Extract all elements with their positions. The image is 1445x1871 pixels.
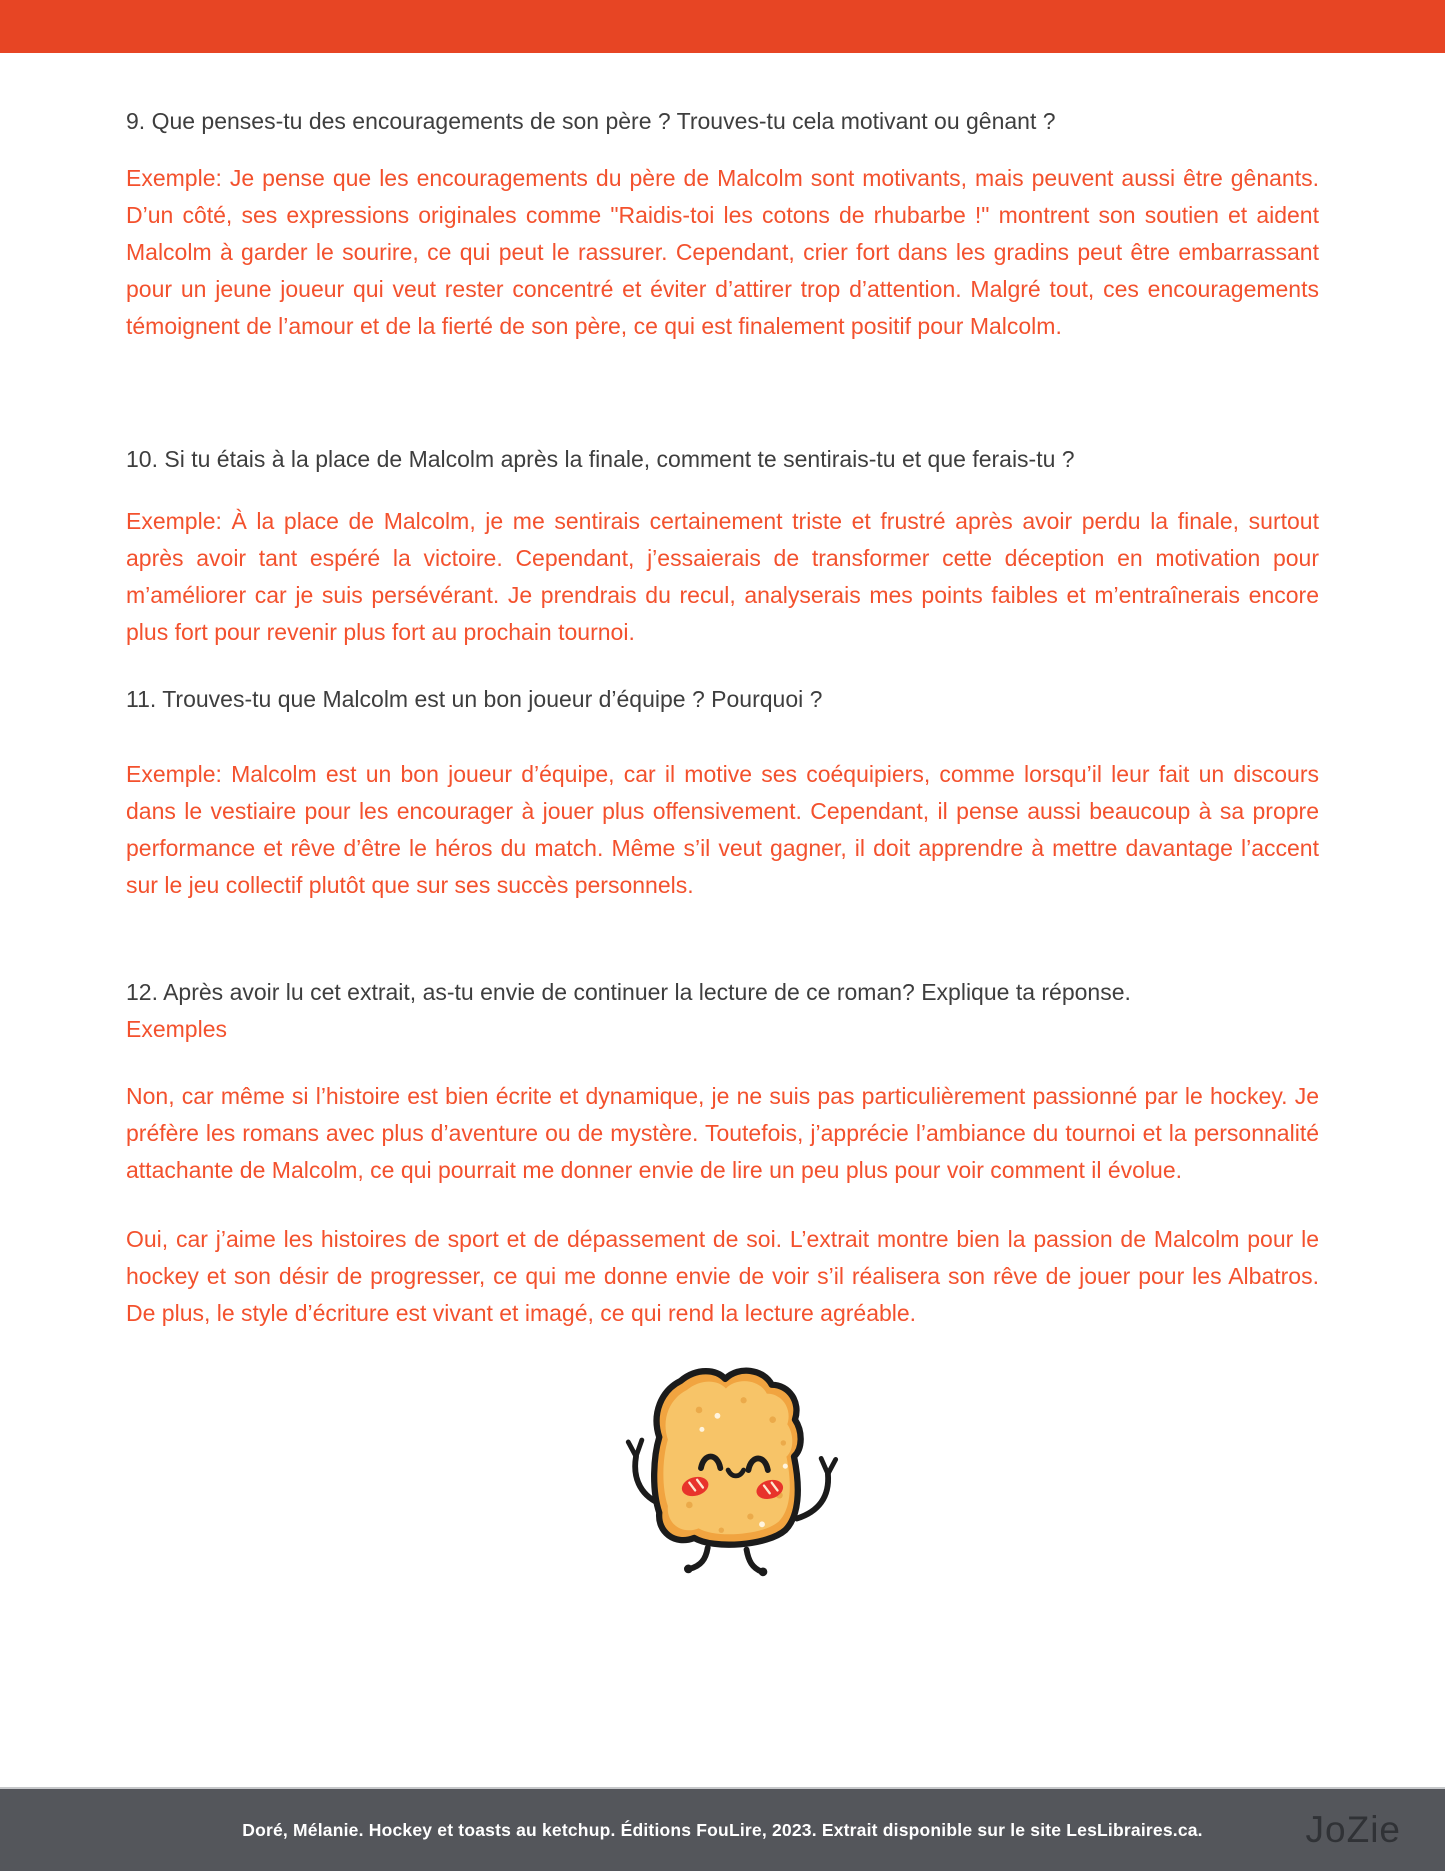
question-9: 9. Que penses-tu des encouragements de son père ? Trouves-tu cela motivant ou gênant ? bbox=[126, 108, 1056, 134]
answer-10: Exemple: À la place de Malcolm, je me sentirais certainement triste et frustré après avoir perdu la finale, surtout après avoir tant espéré la victoire. Cependant, j’essaierais de transformer cette déception en motivation pour m’améliorer car je suis persévérant. Je prendrais du recul, analyserais mes points faibles et m’entraînerais encore plus fort pour revenir plus fort au prochain tournoi. bbox=[126, 508, 1319, 645]
question-11: 11. Trouves-tu que Malcolm est un bon joueur d’équipe ? Pourquoi ? bbox=[126, 686, 823, 712]
examples-label: Exemples bbox=[126, 1016, 227, 1042]
brand-logo: JoZie bbox=[1305, 1809, 1401, 1850]
question-12: 12. Après avoir lu cet extrait, as-tu envie de continuer la lecture de ce roman? Explique ta réponse. bbox=[126, 979, 1131, 1005]
answer-12-yes: Oui, car j’aime les histoires de sport et de dépassement de soi. L’extrait montre bien la passion de Malcolm pour le hockey et son désir de progresser, ce qui me donne envie de voir s’il réalisera son rêve de jouer pour les Albatros. De plus, le style d’écriture est vivant et imagé, ce qui rend la lecture agréable. bbox=[126, 1226, 1319, 1326]
worksheet-content bbox=[0, 103, 1445, 1588]
happy-toast-icon bbox=[605, 1356, 857, 1588]
answer-12-no: Non, car même si l’histoire est bien écrite et dynamique, je ne suis pas particulièrement passionné par le hockey. Je préfère les romans avec plus d’aventure ou de mystère. Toutefois, j’apprécie l’ambiance du tournoi et la personnalité attachante de Malcolm, ce qui pourrait me donner envie de lire un peu plus pour voir comment il évolue. bbox=[126, 1083, 1319, 1183]
question-10: 10. Si tu étais à la place de Malcolm après la finale, comment te sentirais-tu et que ferais-tu ? bbox=[126, 446, 1075, 472]
answer-9: Exemple: Je pense que les encouragements du père de Malcolm sont motivants, mais peuvent aussi être gênants. D’un côté, ses expressions originales comme "Raidis-toi les cotons de rhubarbe !" montrent son soutien et aident Malcolm à garder le sourire, ce qui peut le rassurer. Cependant, crier fort dans les gradins peut être embarrassant pour un jeune joueur qui veut rester concentré et éviter d’attirer trop d’attention. Malgré tout, ces encouragements témoignent de l’amour et de la fierté de son père, ce qui est finalement positif pour Malcolm. bbox=[126, 165, 1319, 339]
footer-bar bbox=[0, 1787, 1445, 1871]
answer-11: Exemple: Malcolm est un bon joueur d’équipe, car il motive ses coéquipiers, comme lorsqu’il leur fait un discours dans le vestiaire pour les encourager à jouer plus offensivement. Cependant, il pense aussi beaucoup à sa propre performance et rêve d’être le héros du match. Même s’il veut gagner, il doit apprendre à mettre davantage l’accent sur le jeu collectif plutôt que sur ses succès personnels. bbox=[126, 761, 1319, 898]
question-12-block bbox=[126, 974, 1319, 1048]
citation: Doré, Mélanie. Hockey et toasts au ketchup. Éditions FouLire, 2023. Extrait disponible sur le site LesLibraires.ca. bbox=[242, 1819, 1203, 1840]
header-bar bbox=[0, 0, 1445, 53]
toast-illustration bbox=[126, 1356, 1319, 1588]
